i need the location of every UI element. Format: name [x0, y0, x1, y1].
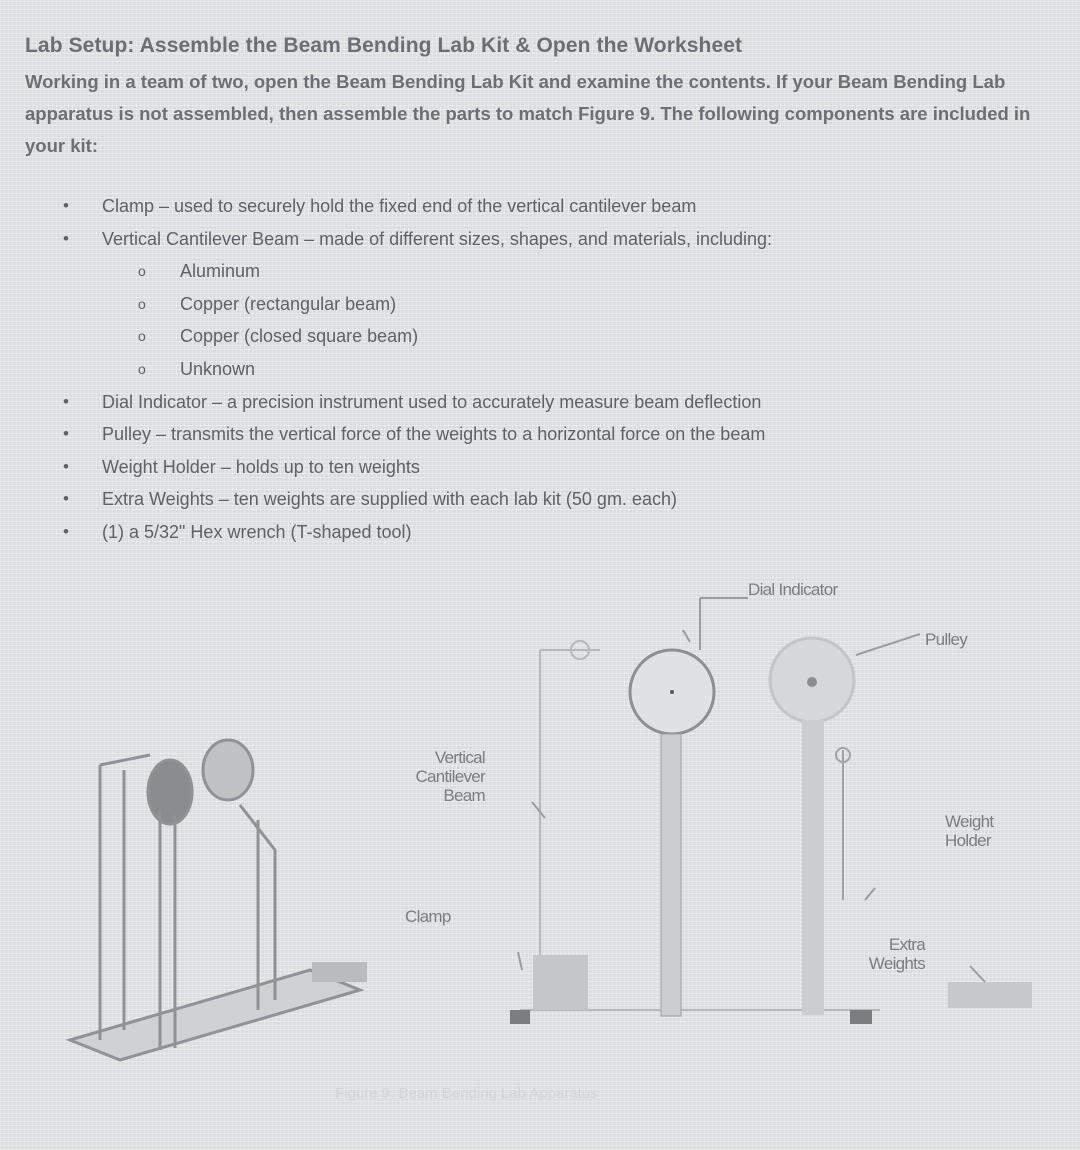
figure-caption: Figure 9. Beam Bending Lab Apparatus — [335, 1085, 598, 1102]
label-dial-indicator: Dial Indicator — [748, 580, 838, 599]
bullet-icon: • — [63, 391, 69, 411]
sublist-item — [102, 255, 1020, 288]
sub-bullet-icon: o — [138, 295, 146, 312]
sublist-item-text: Unknown — [180, 358, 256, 379]
sub-bullet-icon: o — [138, 328, 146, 345]
list-item-clamp — [60, 190, 1020, 223]
label-beam-line1: Vertical — [434, 748, 485, 767]
list-item-dial-indicator — [60, 386, 1020, 419]
label-weight-holder-line1: Weight — [945, 812, 994, 831]
label-beam-line2: Cantilever — [415, 767, 485, 786]
sub-bullet-icon: o — [138, 360, 146, 377]
list-item-text: Dial Indicator – a precision instrument used to accurately measure beam deflection — [102, 391, 762, 412]
sub-bullet-icon: o — [138, 263, 146, 280]
label-weight-holder — [945, 812, 993, 850]
section-title: Lab Setup: Assemble the Beam Bending Lab Kit & Open the Worksheet — [25, 34, 743, 57]
sublist-item-text: Copper (rectangular beam) — [180, 293, 397, 314]
label-pulley: Pulley — [925, 630, 968, 649]
components-list — [60, 190, 1020, 549]
bullet-icon: • — [63, 489, 69, 509]
list-item-text: Vertical Cantilever Beam – made of different sizes, shapes, and materials, including: — [102, 228, 773, 249]
label-clamp: Clamp — [405, 907, 451, 926]
sublist-item-text: Aluminum — [180, 261, 261, 282]
list-item-weight-holder — [60, 451, 1020, 484]
bullet-icon: • — [63, 456, 69, 476]
list-item-pulley — [60, 418, 1020, 451]
list-item-beam — [60, 223, 1020, 386]
list-item-text: Pulley – transmits the vertical force of the weights to a horizontal force on the beam — [102, 424, 766, 445]
materials-sublist — [102, 255, 1020, 385]
bullet-icon: • — [63, 196, 69, 215]
label-extra-weights-line1: Extra — [888, 935, 925, 954]
intro-paragraph: Working in a team of two, open the Beam Bending Lab Kit and examine the contents. If your Beam Bending Lab apparatus is not assembled, then assemble the parts to match Figure 9. The following components are included in your kit: — [25, 71, 1031, 156]
sublist-item — [102, 353, 1020, 386]
bullet-icon: • — [63, 521, 69, 541]
list-item-extra-weights — [60, 483, 1020, 516]
list-item-hex-wrench — [60, 516, 1020, 549]
label-extra-weights-line2: Weights — [868, 954, 925, 973]
bullet-icon: • — [63, 228, 69, 248]
label-weight-holder-line2: Holder — [945, 831, 991, 850]
sublist-item — [102, 320, 1020, 353]
list-item-text: Extra Weights – ten weights are supplied with each lab kit (50 gm. each) — [102, 489, 677, 510]
label-beam-line3: Beam — [443, 786, 485, 805]
sublist-item-text: Copper (closed square beam) — [180, 326, 419, 347]
label-extra-weights — [850, 935, 925, 973]
label-vertical-cantilever-beam — [390, 748, 485, 805]
list-item-text: (1) a 5/32" Hex wrench (T-shaped tool) — [102, 521, 412, 542]
list-item-text: Weight Holder – holds up to ten weights — [102, 456, 420, 477]
apparatus-perspective-drawing — [70, 740, 367, 1060]
bullet-icon: • — [63, 424, 69, 444]
sublist-item — [102, 288, 1020, 321]
apparatus-figure — [0, 570, 1080, 1150]
list-item-text: Clamp – used to securely hold the fixed end of the vertical cantilever beam — [102, 196, 697, 216]
